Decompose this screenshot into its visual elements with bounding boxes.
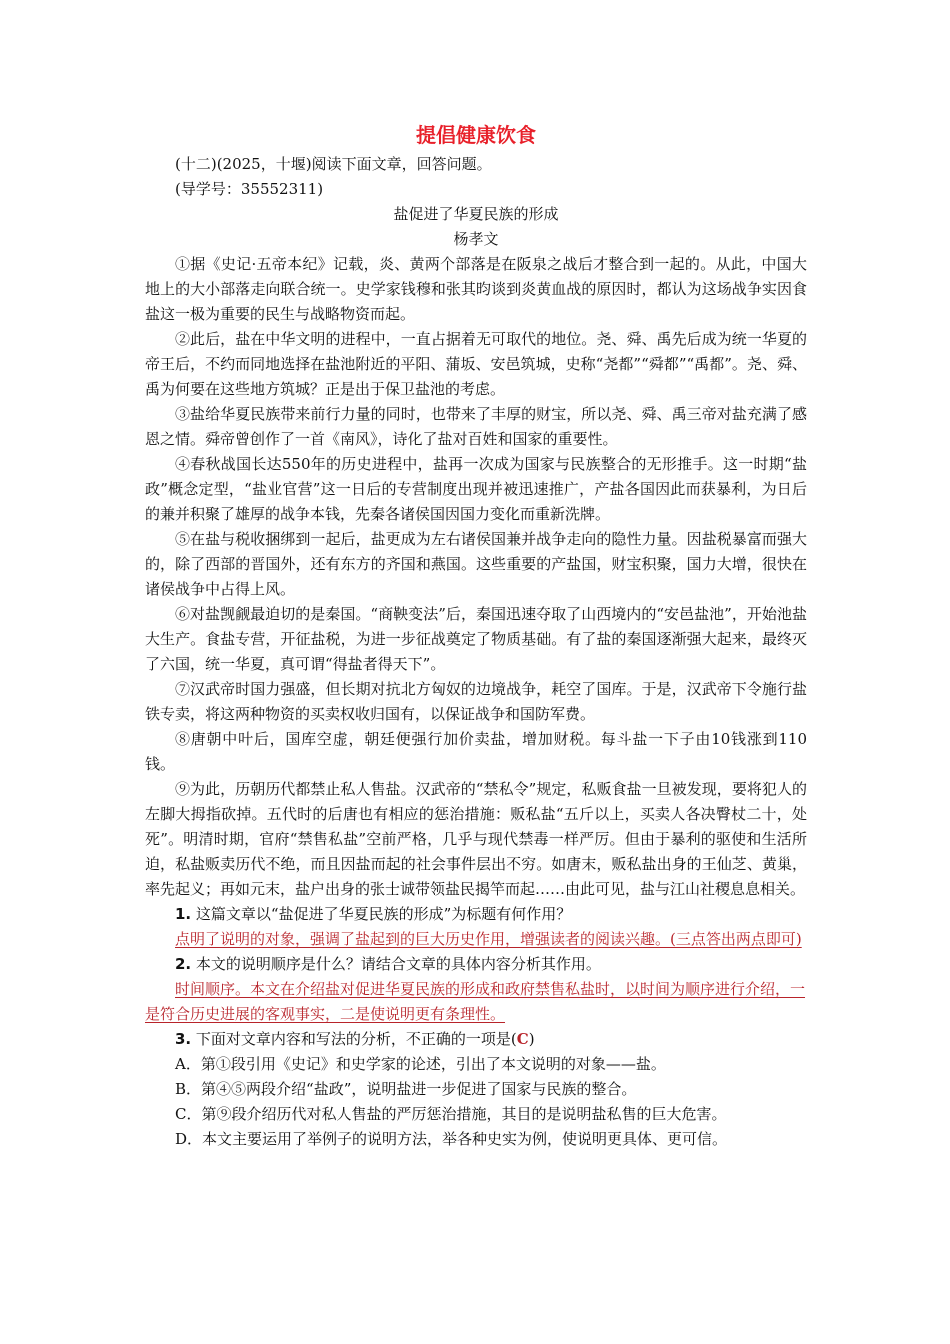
option-a: A．第①段引用《史记》和史学家的论述，引出了本文说明的对象——盐。 bbox=[175, 1055, 666, 1073]
question-number: 3. bbox=[175, 1030, 192, 1048]
article-paragraph-4: ④春秋战国长达550年的历史进程中，盐再一次成为国家与民族整合的无形推手。这一时期“盐政”概念定型，“盐业官营”这一日后的专营制度出现并被迅速推广，产盐各国因此而获暴利，为日后的兼并积聚了雄厚的战争本钱，先秦各诸侯国因国力变化而重新洗牌。 bbox=[145, 455, 807, 523]
article-paragraph-5: ⑤在盐与税收捆绑到一起后，盐更成为左右诸侯国兼并战争走向的隐性力量。因盐税暴富而强大的，除了西部的晋国外，还有东方的齐国和燕国。这些重要的产盐国，财宝积聚，国力大增，很快在诸侯战争中占得上风。 bbox=[145, 530, 807, 598]
guide-number: (导学号：35552311) bbox=[175, 180, 324, 198]
answer-2: 时间顺序。本文在介绍盐对促进华夏民族的形成和政府禁售私盐时，以时间为顺序进行介绍，一是符合历史进展的客观事实，二是使说明更有条理性。 bbox=[145, 980, 806, 1023]
article-paragraph-6: ⑥对盐觊觎最迫切的是秦国。“商鞅变法”后，秦国迅速夺取了山西境内的“安邑盐池”，开始池盐大生产。食盐专营，开征盐税，为进一步征战奠定了物质基础。有了盐的秦国逐渐强大起来，最终灭了六国，统一华夏，真可谓“得盐者得天下”。 bbox=[145, 605, 807, 673]
article-paragraph-7: ⑦汉武帝时国力强盛，但长期对抗北方匈奴的边境战争，耗空了国库。于是，汉武帝下令施行盐铁专卖，将这两种物资的买卖权收归国有，以保证战争和国防军费。 bbox=[145, 680, 807, 723]
article-paragraph-2: ②此后，盐在中华文明的进程中，一直占据着无可取代的地位。尧、舜、禹先后成为统一华夏的帝王后，不约而同地选择在盐池附近的平阳、蒲坂、安邑筑城，史称“尧都”“舜都”“禹都”。尧、舜、禹为何要在这些地方筑城？正是出于保卫盐池的考虑。 bbox=[145, 330, 807, 398]
question-text: 这篇文章以“盐促进了华夏民族的形成”为标题有何作用？ bbox=[195, 905, 572, 923]
question-1 bbox=[145, 902, 807, 927]
article-author: 杨孝文 bbox=[453, 230, 499, 248]
question-number: 2. bbox=[175, 955, 192, 973]
article-paragraph-9: ⑨为此，历朝历代都禁止私人售盐。汉武帝的“禁私令”规定，私贩食盐一旦被发现，要将犯人的左脚大拇指砍掉。五代时的后唐也有相应的惩治措施：贩私盐“五斤以上，买卖人各决臀杖二十，处死”。明清时期，官府“禁售私盐”空前严格，几乎与现代禁毒一样严厉。但由于暴利的驱使和生活所迫，私盐贩卖历代不绝，而且因盐而起的社会事件层出不穷。如唐末，贩私盐出身的王仙芝、黄巢，率先起义；再如元末，盐户出身的张士诚带领盐民揭竿而起……由此可见，盐与江山社稷息息相关。 bbox=[145, 780, 807, 898]
question-3 bbox=[145, 1027, 807, 1052]
article-paragraph-8: ⑧唐朝中叶后，国库空虚，朝廷便强行加价卖盐，增加财税。每斗盐一下子由10钱涨到110钱。 bbox=[145, 730, 807, 773]
answer-choice: C bbox=[516, 1030, 529, 1048]
article-paragraph-3: ③盐给华夏民族带来前行力量的同时，也带来了丰厚的财宝，所以尧、舜、禹三帝对盐充满了感恩之情。舜帝曾创作了一首《南风》，诗化了盐对百姓和国家的重要性。 bbox=[145, 405, 807, 448]
question-text: 本文的说明顺序是什么？请结合文章的具体内容分析其作用。 bbox=[195, 955, 601, 973]
question-number: 1. bbox=[175, 905, 192, 923]
option-c: C．第⑨段介绍历代对私人售盐的严厉惩治措施，其目的是说明盐私售的巨大危害。 bbox=[175, 1105, 727, 1123]
question-text-end: ) bbox=[528, 1030, 535, 1048]
document-page bbox=[145, 120, 807, 1152]
option-d: D．本文主要运用了举例子的说明方法，举各种史实为例，使说明更具体、更可信。 bbox=[175, 1130, 728, 1148]
page-title: 提倡健康饮食 bbox=[416, 123, 536, 147]
question-text: 下面对文章内容和写法的分析，不正确的一项是( bbox=[195, 1030, 517, 1048]
article-title: 盐促进了华夏民族的形成 bbox=[393, 205, 559, 223]
exercise-intro: (十二)(2025，十堰)阅读下面文章，回答问题。 bbox=[175, 155, 492, 173]
article-paragraph-1: ①据《史记·五帝本纪》记载，炎、黄两个部落是在阪泉之战后才整合到一起的。从此，中国大地上的大小部落走向联合统一。史学家钱穆和张其昀谈到炎黄血战的原因时，都认为这场战争实因食盐这一极为重要的民生与战略物资而起。 bbox=[145, 255, 807, 323]
answer-1: 点明了说明的对象，强调了盐起到的巨大历史作用，增强读者的阅读兴趣。(三点答出两点即可) bbox=[175, 930, 802, 948]
question-2 bbox=[145, 952, 807, 977]
option-b: B．第④⑤两段介绍“盐政”，说明盐进一步促进了国家与民族的整合。 bbox=[175, 1080, 637, 1098]
